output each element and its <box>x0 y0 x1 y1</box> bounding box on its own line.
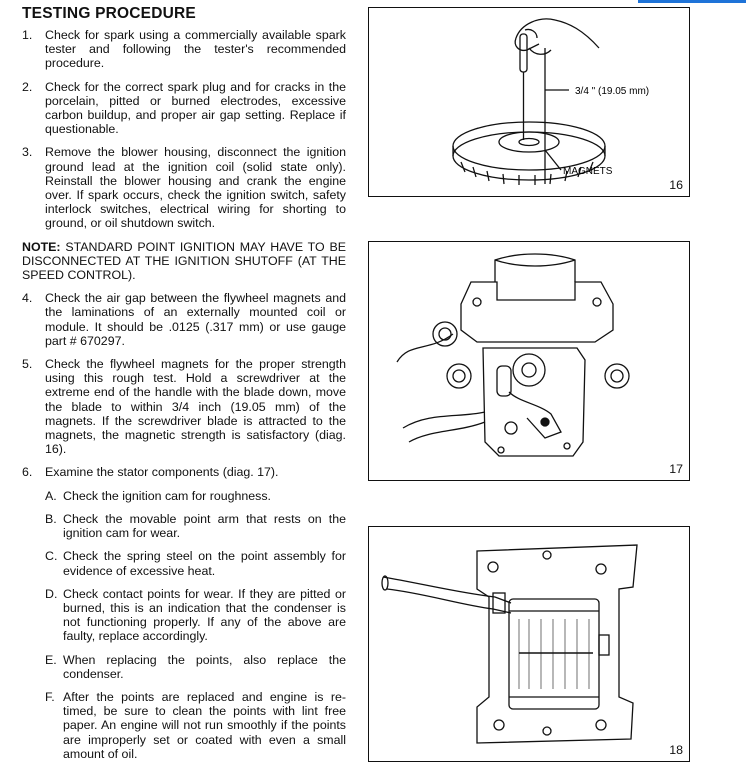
note-text: STANDARD POINT IGNITION MAY HAVE TO BE DISCONNECTED AT THE IGNITION SHUTOFF (AT THE SPEED CONTROL). <box>22 239 346 283</box>
substep-text: When replacing the points, also replace the condenser. <box>63 652 346 681</box>
flywheel-illustration <box>369 8 689 196</box>
substep-letter: C. <box>45 549 58 564</box>
page-heading: TESTING PROCEDURE <box>22 5 196 22</box>
substep-b <box>22 512 346 540</box>
substep-text: After the points are replaced and engine is re-timed, be sure to clean the points with lint free paper. An engine will not run smoothly if the points are improperly set or coated with even a small amount of oil. <box>63 689 346 761</box>
ignition-note <box>22 240 346 283</box>
step-4 <box>22 291 346 348</box>
step-6 <box>22 465 346 479</box>
substep-letter: E. <box>45 652 57 667</box>
step-2 <box>22 80 346 137</box>
step-1 <box>22 28 346 71</box>
substep-text: Check contact points for wear. If they are pitted or burned, this is an indication that the condenser is not functioning properly. If any of the above are faulty, replace accordingly. <box>63 586 346 644</box>
diagram-number: 18 <box>669 743 683 757</box>
substep-letter: F. <box>45 689 55 704</box>
substep-c <box>22 549 346 577</box>
coil-illustration <box>369 527 689 761</box>
window-accent-bar <box>638 0 746 3</box>
step-text: Check the air gap between the flywheel magnets and the laminations of an externally mounted coil or module. It should be .0125 (.317 mm) or use gauge part # 670297. <box>45 291 346 348</box>
step-number: 4. <box>22 291 33 306</box>
substep-e <box>22 653 346 681</box>
step-text: Check for spark using a commercially available spark tester and following the tester's recommended procedure. <box>45 28 346 71</box>
step-number: 6. <box>22 465 33 480</box>
substep-d <box>22 587 346 644</box>
substep-letter: A. <box>45 488 57 503</box>
substep-text: Check the movable point arm that rests on the ignition cam for wear. <box>63 511 346 541</box>
procedure-text <box>22 28 346 770</box>
substep-text: Check the spring steel on the point assembly for evidence of excessive heat. <box>63 549 346 578</box>
step-5 <box>22 357 346 456</box>
diagram-number: 17 <box>669 462 683 476</box>
step-text: Examine the stator components (diag. 17). <box>45 465 279 480</box>
step-text: Remove the blower housing, disconnect the ignition ground lead at the ignition coil (solid state only). Reinstall the blower housing and crank the engine over. If spark occurs, check the ignition switch, safety interlock switches, electrical wiring for shorting to ground, or oil shutdown switch. <box>45 145 346 231</box>
substep-a <box>22 489 346 503</box>
magnets-annotation: MAGNETS <box>563 166 613 177</box>
diagram-17-stator <box>368 241 690 481</box>
gap-annotation: 3/4 " (19.05 mm) <box>575 86 650 97</box>
diagram-18-coil <box>368 526 690 762</box>
substep-letter: D. <box>45 586 58 601</box>
substep-f <box>22 690 346 761</box>
step-number: 2. <box>22 79 33 94</box>
diagram-number: 16 <box>669 178 683 192</box>
step-text: Check the flywheel magnets for the proper strength using this rough test. Hold a screwdriver at the extreme end of the handle with the blade down, move the blade to within 3/4 inch (19.05 mm) of the magnets. If the screwdriver blade is attracted to the magnets, the magnetic strength is satisfactory (diag. 16). <box>45 357 346 457</box>
step-number: 5. <box>22 357 33 372</box>
substep-letter: B. <box>45 511 57 526</box>
step-number: 1. <box>22 28 33 42</box>
diagram-16-flywheel-test <box>368 7 690 197</box>
stator-illustration <box>369 242 689 480</box>
note-label: NOTE: <box>22 239 61 254</box>
step-text: Check for the correct spark plug and for cracks in the porcelain, pitted or burned electrodes, excessive carbon buildup, and proper air gap setting. Replace if questionable. <box>45 79 346 137</box>
step-3 <box>22 145 346 230</box>
substep-text: Check the ignition cam for roughness. <box>63 488 271 503</box>
step-number: 3. <box>22 145 33 160</box>
